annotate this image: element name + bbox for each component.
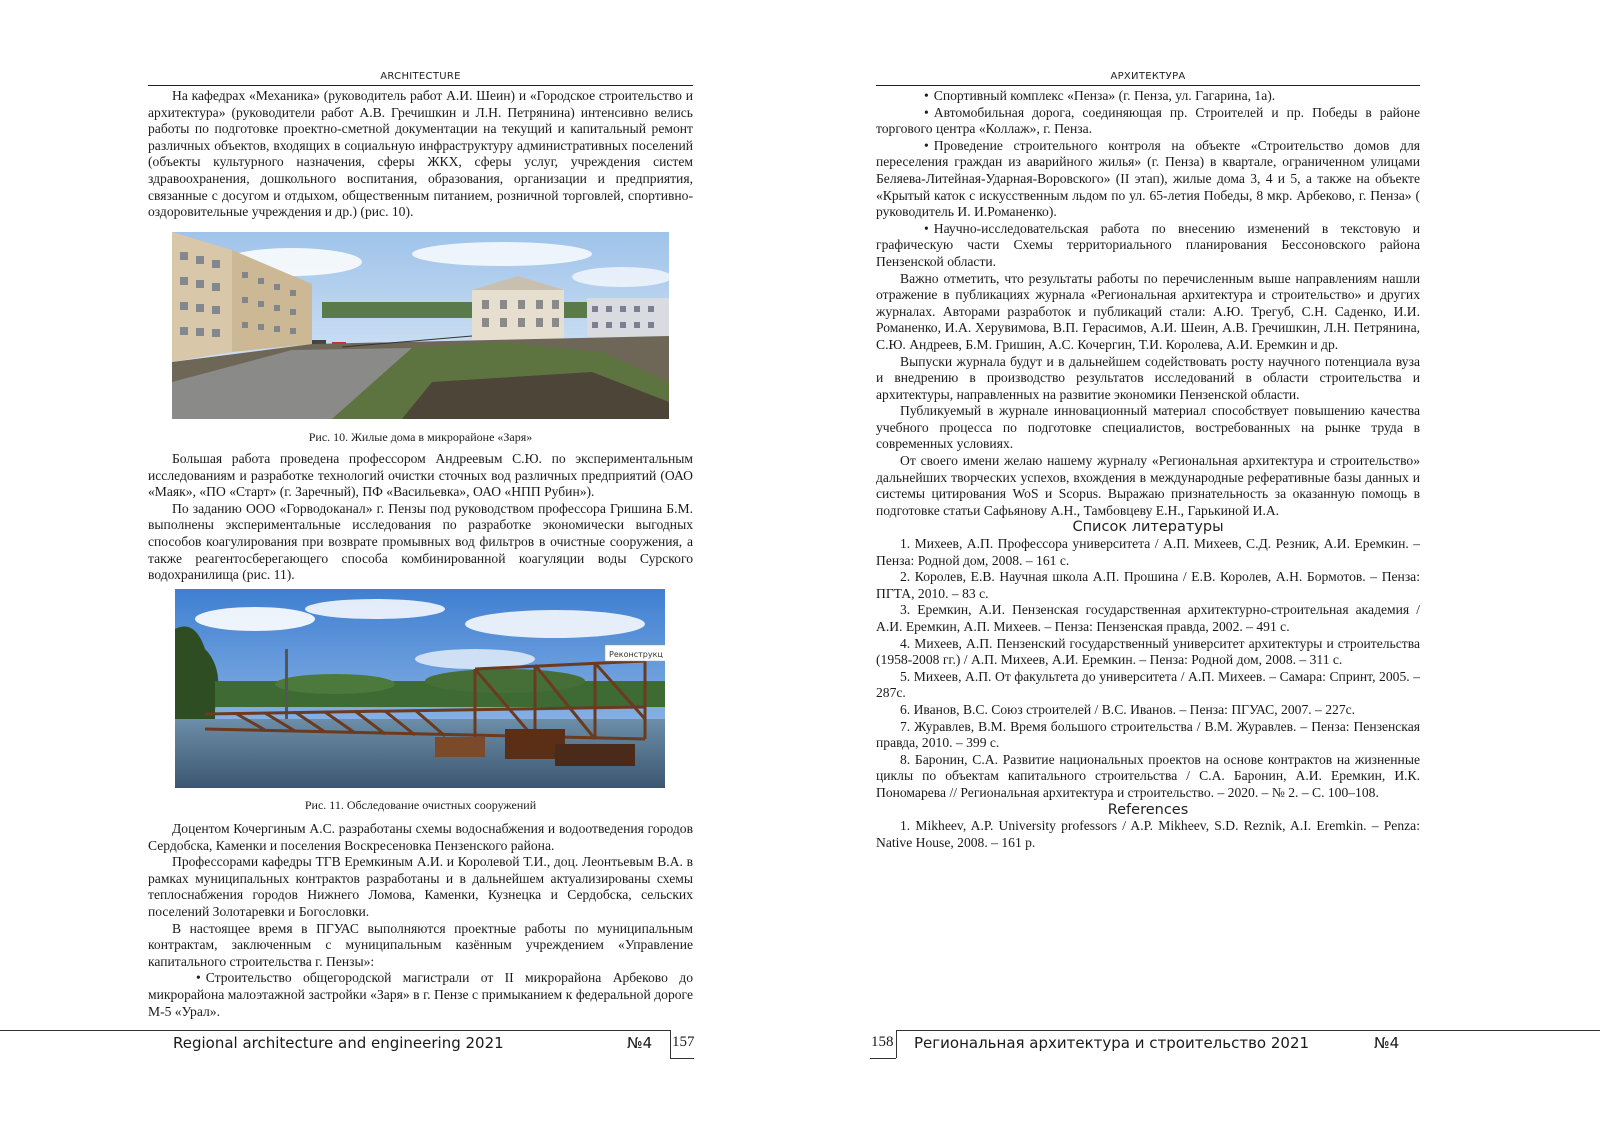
reference-item: 1. Михеев, А.П. Профессора университета / А.П. Михеев, С.Д. Резник, А.И. Еремкин. – Пенза: Родной дом, 2008. – 161 с. bbox=[876, 536, 1420, 568]
bullet-item bbox=[876, 105, 1420, 138]
paragraph: Выпуски журнала будут и в дальнейшем содействовать росту научного потенциала вуза и внедрению в производство результатов исследований в области строительства и архитектуры, направленных на развитие экономики Пензенской области. bbox=[876, 353, 1420, 402]
bullet-icon: • bbox=[924, 220, 929, 236]
reference-item: 8. Баронин, С.А. Развитие национальных проектов на основе контрактов на жизненные циклы по объектам капитального строительства / С.А. Баронин, А.И. Еремкин, И.К. Пономарева // Региональная архитектура и строительство. – 2020. – № 2. – С. 100–108. bbox=[876, 751, 1420, 800]
bullet-icon: • bbox=[924, 88, 929, 103]
footer-rule bbox=[896, 1030, 1600, 1031]
paragraph: Большая работа проведена профессором Андреевым С.Ю. по экспериментальным исследованиям и разработке технологий очистки сточных вод различных предприятий (ОАО «Маяк», «ПО «Старт» (г. Заречный), ПФ «Васильевка», ОАО «НПП Рубин»). bbox=[148, 451, 693, 500]
reference-item: 2. Королев, Е.В. Научная школа А.П. Прошина / Е.В. Королев, А.Н. Бормотов. – Пенза: ПГТА, 2010. – 83 с. bbox=[876, 569, 1420, 601]
figure-10-caption: Рис. 10. Жилые дома в микрорайоне «Заря» bbox=[308, 430, 533, 444]
bullet-icon: • bbox=[196, 970, 201, 986]
reference-item: 4. Михеев, А.П. Пензенский государственный университет архитектуры и строительства (1958-2008 гг.) / А.П. Михеев, А.И. Еремкин. – Пенза: Родной дом, 2008. – 311 с. bbox=[876, 635, 1420, 668]
page-number-divider bbox=[670, 1030, 671, 1058]
text-block-main bbox=[876, 88, 1420, 851]
bullet-text: Спортивный комплекс «Пенза» (г. Пенза, ул. Гагарина, 1а). bbox=[933, 88, 1276, 103]
reference-item: 7. Журавлев, В.М. Время большого строительства / В.М. Журавлев. – Пенза: Пензенская правда, 2010. – 399 с. bbox=[876, 718, 1420, 751]
running-header: ARCHITECTURE bbox=[380, 71, 461, 82]
bullet-item bbox=[876, 88, 1420, 105]
footer-journal-title: Региональная архитектура и строительство 2021 bbox=[914, 1034, 1310, 1052]
paragraph: Важно отметить, что результаты работы по перечисленным выше направлениям нашли отражение в публикациях журнала «Региональная архитектура и строительство» и других журналах. Авторами разработок и публикаций стали: А.Ю. Трегуб, С.Н. Саденко, И.И. Романенко, И.А. Херувимова, В.П. Герасимов, А.И. Шеин, А.В. Гречишкин, Л.Н. Петрянина, С.Ю. Андреев, Б.М. Гришин, А.С. Кочергин, Т.И. Королева, А.И. Еремкин и др. bbox=[876, 270, 1420, 352]
paragraph: На кафедрах «Механика» (руководитель работ А.И. Шеин) и «Городское строительство и архитектура» (руководители работ А.В. Гречишкин и Л.Н. Петрянина) интенсивно велись работы по подготовке проектно-сметной документации на текущий и капитальный ремонт различных объектов, входящих в социальную инфраструктуру административных поселений (объекты культурного назначения, сферы ЖКХ, сферы услуг, учреждения систем здравоохранения, дошкольного воспитания, образования, организации и предприятия, связанные с досугом и отдыхом, общественным питанием, розничной торговлей, спортивно-оздоровительные учреждения и др.) (рис. 10). bbox=[148, 88, 693, 220]
bullet-text: Строительство общегородской магистрали от II микрорайона Арбеково до микрорайона малоэтажной застройки «Заря» в г. Пензе с примыканием к федеральной дороге М-5 «Урал». bbox=[148, 970, 693, 1019]
bullet-item bbox=[876, 221, 1420, 271]
footer-journal-title: Regional architecture and engineering 2021 bbox=[173, 1034, 504, 1052]
bullet-icon: • bbox=[924, 137, 929, 153]
footer-rule bbox=[0, 1030, 670, 1031]
bullet-text: Автомобильная дорога, соединяющая пр. Строителей и пр. Победы в районе торгового центра «Коллаж», г. Пенза. bbox=[876, 104, 1420, 137]
paragraph: Доцентом Кочергиным А.С. разработаны схемы водоснабжения и водоотведения городов Сердобска, Каменки и поселения Воскресеновка Пензенского района. bbox=[148, 821, 693, 853]
references-heading: References bbox=[1107, 801, 1189, 818]
paragraph: По заданию ООО «Горводоканал» г. Пензы под руководством профессора Гришина Б.М. выполнены экспериментальные исследования по разработке экономически выгодных способов коагулирования при возврате промывных вод фильтров в очистные сооружения, а также реагентосберегающего способа комбинированной коагуляции воды Сурского водохранилища (рис. 11). bbox=[148, 500, 693, 583]
paragraph: Публикуемый в журнале инновационный материал способствует повышению качества учебного процесса по подготовке специалистов, востребованных на рынке труда в современных условиях. bbox=[876, 403, 1420, 452]
paragraph: В настоящее время в ПГУАС выполняются проектные работы по муниципальным контрактам, заключенным с муниципальным казённым учреждением «Управление капитального строительства г. Пензы»: bbox=[148, 920, 693, 969]
text-block-top bbox=[148, 88, 693, 221]
figure-11-sign-text: Реконструкц bbox=[609, 650, 663, 659]
page-number: 157 bbox=[672, 1034, 695, 1050]
right-page bbox=[800, 0, 1600, 1132]
header-rule bbox=[148, 85, 693, 86]
bullet-text: Научно-исследовательская работа по внесению изменений в текстовую и графическую части Схемы территориального планирования Бессоновского района Пензенской области. bbox=[876, 220, 1420, 269]
reference-item: 3. Еремкин, А.И. Пензенская государственная архитектурно-строительная академия / А.И. Еремкин, А.П. Михеев. – Пенза: Пензенская правда, 2002. – 491 с. bbox=[876, 602, 1420, 634]
page-number-divider bbox=[896, 1030, 897, 1058]
figure-11-photo bbox=[175, 589, 665, 788]
paragraph: Профессорами кафедры ТГВ Еремкиным А.И. и Королевой Т.И., доц. Леонтьевым В.А. в рамках муниципальных контрактов разработаны и в дальнейшем актуализированы схемы теплоснабжения городов Нижнего Ломова, Каменки, Кузнецка и Сердобска, сельских поселений Золотаревки и Богословки. bbox=[148, 854, 693, 919]
figure-10-photo bbox=[172, 232, 669, 419]
figure-11-caption: Рис. 11. Обследование очистных сооружений bbox=[304, 798, 537, 812]
footer-issue: №4 bbox=[1374, 1034, 1400, 1052]
paragraph: От своего имени желаю нашему журналу «Региональная архитектура и строительство» дальнейших творческих успехов, вхождения в международные реферативные базы данных и системы цитирования WoS и Scopus. Выражаю признательность за оказанную помощь в подготовке статьи Сафьянову А.Н., Тамбовцеву Е.Н., Гарькиной И.А. bbox=[876, 453, 1420, 518]
bullet-icon: • bbox=[924, 104, 929, 120]
page-number-underline bbox=[670, 1058, 694, 1059]
text-block-bottom bbox=[148, 821, 693, 1020]
bullet-item bbox=[876, 138, 1420, 221]
text-block-middle bbox=[148, 451, 693, 584]
bibliography-heading: Список литературы bbox=[1072, 519, 1224, 536]
footer-issue: №4 bbox=[627, 1034, 653, 1052]
running-header: АРХИТЕКТУРА bbox=[1110, 71, 1186, 82]
page-number-underline bbox=[870, 1058, 896, 1059]
bullet-text: Проведение строительного контроля на объекте «Строительство домов для переселения граждан из аварийного жилья» (г. Пенза) в квартале, ограниченном улицами Беляева-Литейная-Ударная-Воровского» (II этап), жилые дома 3, 4 и 5, а также на объекте «Крытый каток с искусственным льдом по ул. 65-летия Победы, 8 мкр. Арбеково, г. Пенза» ( руководитель И. И.Романенко). bbox=[876, 137, 1420, 220]
reference-item: 6. Иванов, В.С. Союз строителей / В.С. Иванов. – Пенза: ПГУАС, 2007. – 227с. bbox=[900, 701, 1356, 717]
reference-item: 5. Михеев, А.П. От факультета до университета / А.П. Михеев. – Самара: Спринт, 2005. – 287с. bbox=[876, 668, 1420, 701]
header-rule bbox=[876, 85, 1420, 86]
reference-item: 1. Mikheev, A.P. University professors / A.P. Mikheev, S.D. Reznik, A.I. Eremkin. – Penza: Native House, 2008. – 161 p. bbox=[876, 818, 1420, 850]
page-number: 158 bbox=[871, 1034, 894, 1050]
bullet-item bbox=[148, 970, 693, 1020]
